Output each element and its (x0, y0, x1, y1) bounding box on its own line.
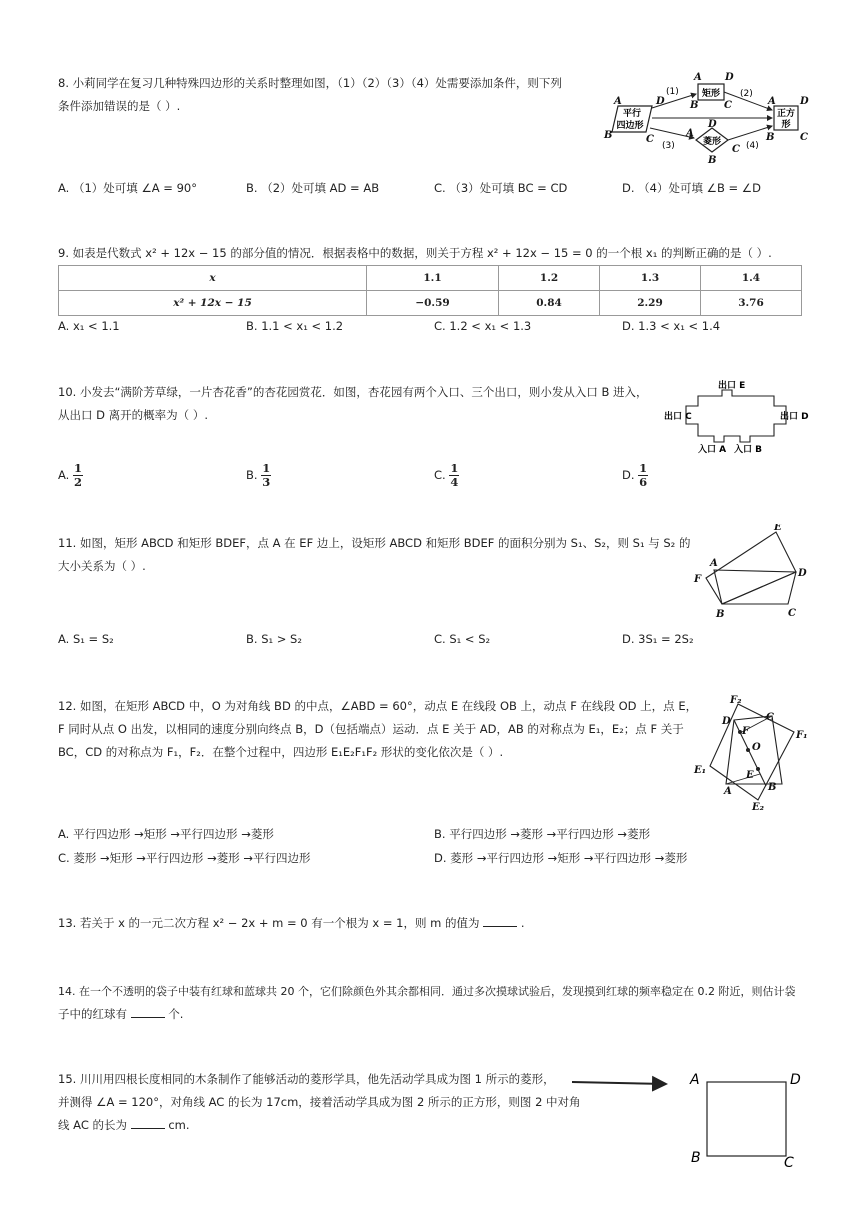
q13-post: . (520, 916, 525, 930)
q11-diagonal-bd (722, 572, 796, 604)
q8-label-D3: D (708, 119, 717, 130)
q8-step1: (1) (666, 87, 679, 97)
q9-table-val-3: 2.29 (600, 291, 701, 316)
q9-table-x-2: 1.2 (499, 266, 600, 291)
q8-label-A3: A (686, 128, 694, 139)
q12-label-f2: F₂ (730, 695, 742, 706)
q8-option-b[interactable]: B. （2）处可填 AD = AB (246, 181, 380, 195)
q8-text (58, 72, 562, 118)
q13-answer-blank[interactable] (483, 914, 517, 927)
q15-label-b: B (691, 1150, 701, 1166)
q8-box-rhombus: 菱形 (702, 137, 722, 147)
q9-table-x-1: 1.1 (367, 266, 499, 291)
q9-option-b[interactable]: B. 1.1 < x₁ < 1.2 (246, 319, 344, 333)
q8-label-A1: A (614, 96, 622, 107)
q8-label-C3: C (732, 144, 740, 155)
q11-option-c[interactable]: C. S₁ < S₂ (434, 632, 491, 646)
q12-option-d[interactable]: D. 菱形 →平行四边形 →矩形 →平行四边形 →菱形 (434, 851, 688, 865)
q11-option-b[interactable]: B. S₁ > S₂ (246, 632, 302, 646)
q15-answer-blank[interactable] (131, 1116, 165, 1129)
q12-label-f: F (742, 726, 750, 737)
q8-line2: 条件添加错误的是（ ）. (58, 99, 181, 113)
q8-label-B2: B (690, 100, 699, 111)
q9-line1: 9. 如表是代数式 x² + 12x − 15 的部分值的情况．根据表格中的数据，则关于方程 x² + 12x − 15 = 0 的一个根 x₁ 的判断正确的是（ ）. (58, 246, 772, 260)
q12-label-e1: E₁ (694, 765, 707, 776)
q14-line1: 14. 在一个不透明的袋子中装有红球和蓝球共 20 个，它们除颜色外其余都相同．通过多次摸球试验后，发现摸到红球的频率稳定在 0.2 附近，则估计袋 (58, 985, 796, 998)
q10-garden-figure (662, 376, 812, 456)
q8-label-B4: B (766, 132, 775, 143)
q9-table-x-head: x (59, 266, 367, 291)
q12-label-c: C (766, 712, 774, 723)
q14-line2-pre: 子中的红球有 (58, 1007, 127, 1021)
q8-label-C4: C (800, 132, 808, 143)
q8-line1: 8. 小莉同学在复习几种特殊四边形的关系时整理如图，（1）（2）（3）（4）处需要添加条件，则下列 (58, 76, 562, 90)
q12-label-f1: F₁ (796, 730, 808, 741)
q12-option-a[interactable]: A. 平行四边形 →矩形 →平行四边形 →菱形 (58, 827, 274, 841)
q9-table-val-2: 0.84 (499, 291, 600, 316)
q12-option-c[interactable]: C. 菱形 →矩形 →平行四边形 →菱形 →平行四边形 (58, 851, 311, 865)
q11-option-a[interactable]: A. S₁ = S₂ (58, 632, 114, 646)
q8-label-A2: A (694, 72, 702, 83)
q12-line1: 12. 如图，在矩形 ABCD 中，O 为对角线 BD 的中点，∠ABD = 60°，动点 E 在线段 OB 上，动点 F 在线段 OD 上，点 E， (58, 699, 698, 713)
q15-line1: 15. 川川用四根长度相同的木条制作了能够活动的菱形学具，他先活动学具成为图 1 所示的菱形， (58, 1072, 555, 1086)
q8-option-a[interactable]: A. （1）处可填 ∠A = 90° (58, 181, 197, 195)
q10-option-d-fraction (638, 462, 648, 489)
q8-figure (600, 70, 810, 165)
q10-option-d-den: 6 (639, 475, 648, 489)
q8-label-C2: C (724, 100, 732, 111)
q10-exit-c: 出口 C (664, 412, 692, 422)
table-row (59, 291, 802, 316)
q10-option-c[interactable] (434, 462, 459, 489)
q10-option-a-fraction (73, 462, 83, 489)
q12-point-e (756, 767, 760, 771)
q15-label-c: C (784, 1155, 794, 1171)
q10-option-d-letter: D. (622, 468, 635, 482)
q12-label-e: E (746, 770, 754, 781)
q10-option-a-letter: A. (58, 468, 70, 482)
q10-option-b-den: 3 (262, 475, 271, 489)
q8-step4: (4) (746, 141, 759, 151)
q8-label-D1: D (656, 96, 665, 107)
q8-box-left-l1: 平行 (622, 109, 642, 119)
q10-option-d[interactable] (622, 462, 648, 489)
q8-label-D2: D (725, 72, 734, 83)
q15-line3-pre: 线 AC 的长为 (58, 1118, 128, 1132)
q12-label-o: O (752, 742, 761, 753)
q11-rect-abcd (714, 570, 796, 604)
q8-label-C1: C (646, 134, 654, 145)
q8-label-B3: B (708, 155, 717, 165)
q10-option-b-fraction (261, 462, 271, 489)
q10-option-b-num: 1 (262, 461, 271, 475)
q10-option-c-fraction (449, 462, 459, 489)
q15-text (58, 1068, 581, 1137)
q11-label-e: E (774, 524, 782, 533)
q10-option-d-num: 1 (639, 461, 648, 475)
q10-text (58, 381, 648, 427)
q10-entrance-a: 入口 A (698, 445, 727, 455)
q8-box-left-l2: 四边形 (616, 121, 644, 131)
q10-option-c-letter: C. (434, 468, 446, 482)
q14-text (58, 980, 818, 1026)
q12-label-b: B (768, 782, 777, 793)
q8-box-rect: 矩形 (701, 89, 721, 99)
q10-option-b-letter: B. (246, 468, 258, 482)
q15-line3 (58, 1114, 581, 1137)
q10-option-c-den: 4 (450, 475, 459, 489)
table-row (59, 266, 802, 291)
q12-label-d: D (722, 716, 731, 727)
q10-option-a-num: 1 (73, 461, 82, 475)
q11-line1: 11. 如图，矩形 ABCD 和矩形 BDEF，点 A 在 EF 边上，设矩形 ABCD 和矩形 BDEF 的面积分别为 S₁、S₂，则 S₁ 与 S₂ 的 (58, 536, 691, 550)
q12-line-ae (726, 774, 760, 784)
q15-label-a: A (690, 1072, 700, 1088)
q10-option-a[interactable] (58, 462, 83, 489)
q11-label-f: F (694, 574, 702, 585)
q9-table-x-3: 1.3 (600, 266, 701, 291)
q10-exit-e: 出口 E (718, 381, 746, 391)
q11-option-d[interactable]: D. 3S₁ = 2S₂ (622, 632, 694, 646)
q8-option-d[interactable]: D. （4）处可填 ∠B = ∠D (622, 181, 761, 195)
q8-box-square-l2: 形 (781, 120, 791, 130)
q12-figure (690, 694, 812, 812)
q9-option-c[interactable]: C. 1.2 < x₁ < 1.3 (434, 319, 532, 333)
q15-label-d: D (790, 1072, 801, 1088)
q11-label-b: B (716, 609, 725, 620)
q11-figure (688, 524, 812, 620)
q12-line2: F 同时从点 O 出发，以相同的速度分别向终点 B，D（包括端点）运动．点 E 关于 AD，AB 的对称点为 E₁，E₂；点 F 关于 (58, 722, 684, 736)
q9-option-a[interactable]: A. x₁ < 1.1 (58, 319, 120, 333)
q14-answer-blank[interactable] (131, 1005, 165, 1018)
q9-table-val-1: −0.59 (367, 291, 499, 316)
q9-table-x-4: 1.4 (700, 266, 801, 291)
q12-line3: BC，CD 的对称点为 F₁，F₂．在整个过程中，四边形 E₁E₂F₁F₂ 形状的变化依次是（ ）. (58, 745, 504, 759)
q11-text (58, 532, 690, 578)
q10-line1: 10. 小发去“满阶芳草绿，一片杏花香”的杏花园赏花．如图，杏花园有两个入口、三个出口，则小发从入口 B 进入， (58, 385, 648, 399)
q13-text (58, 912, 524, 935)
q10-exit-d: 出口 D (780, 412, 809, 422)
q8-label-A4: A (768, 96, 776, 107)
q10-garden-outline (686, 390, 786, 442)
q12-point-o (746, 748, 750, 752)
q11-label-d: D (798, 568, 807, 579)
q12-text (58, 695, 697, 764)
q15-transform-arrow (572, 1082, 666, 1084)
q8-step3: (3) (662, 141, 675, 151)
q10-option-c-num: 1 (450, 461, 459, 475)
q10-option-b[interactable] (246, 462, 271, 489)
q15-square (707, 1082, 786, 1156)
q11-line2: 大小关系为（ ）. (58, 559, 146, 573)
q10-line2: 从出口 D 离开的概率为（ ）. (58, 408, 208, 422)
q8-label-D4: D (800, 96, 809, 107)
q9-option-d[interactable]: D. 1.3 < x₁ < 1.4 (622, 319, 721, 333)
q12-option-b[interactable]: B. 平行四边形 →菱形 →平行四边形 →菱形 (434, 827, 651, 841)
q8-step2: (2) (740, 89, 753, 99)
q13-pre: 13. 若关于 x 的一元二次方程 x² − 2x + m = 0 有一个根为 x = 1，则 m 的值为 (58, 916, 480, 930)
q8-label-B1: B (604, 130, 613, 141)
q12-label-e2: E₂ (752, 802, 765, 812)
q10-entrance-b: 入口 B (734, 445, 762, 455)
q15-figure (570, 1066, 810, 1172)
q11-label-a: A (710, 558, 718, 569)
q15-line2: 并测得 ∠A = 120°，对角线 AC 的长为 17cm，接着活动学具成为图 2 所示的正方形，则图 2 中对角 (58, 1095, 581, 1109)
q15-line3-post: cm. (168, 1118, 190, 1132)
q11-label-c: C (788, 608, 796, 619)
q8-box-square-l1: 正方 (776, 109, 796, 119)
q12-label-a: A (724, 786, 732, 797)
q14-line2 (58, 1003, 818, 1026)
q10-option-a-den: 2 (73, 475, 82, 489)
q14-line2-post: 个. (168, 1007, 184, 1021)
q9-table-expr-head: x² + 12x − 15 (59, 291, 367, 316)
q9-table-val-4: 3.76 (700, 291, 801, 316)
q8-option-c[interactable]: C. （3）处可填 BC = CD (434, 181, 568, 195)
q9-value-table (58, 265, 802, 316)
